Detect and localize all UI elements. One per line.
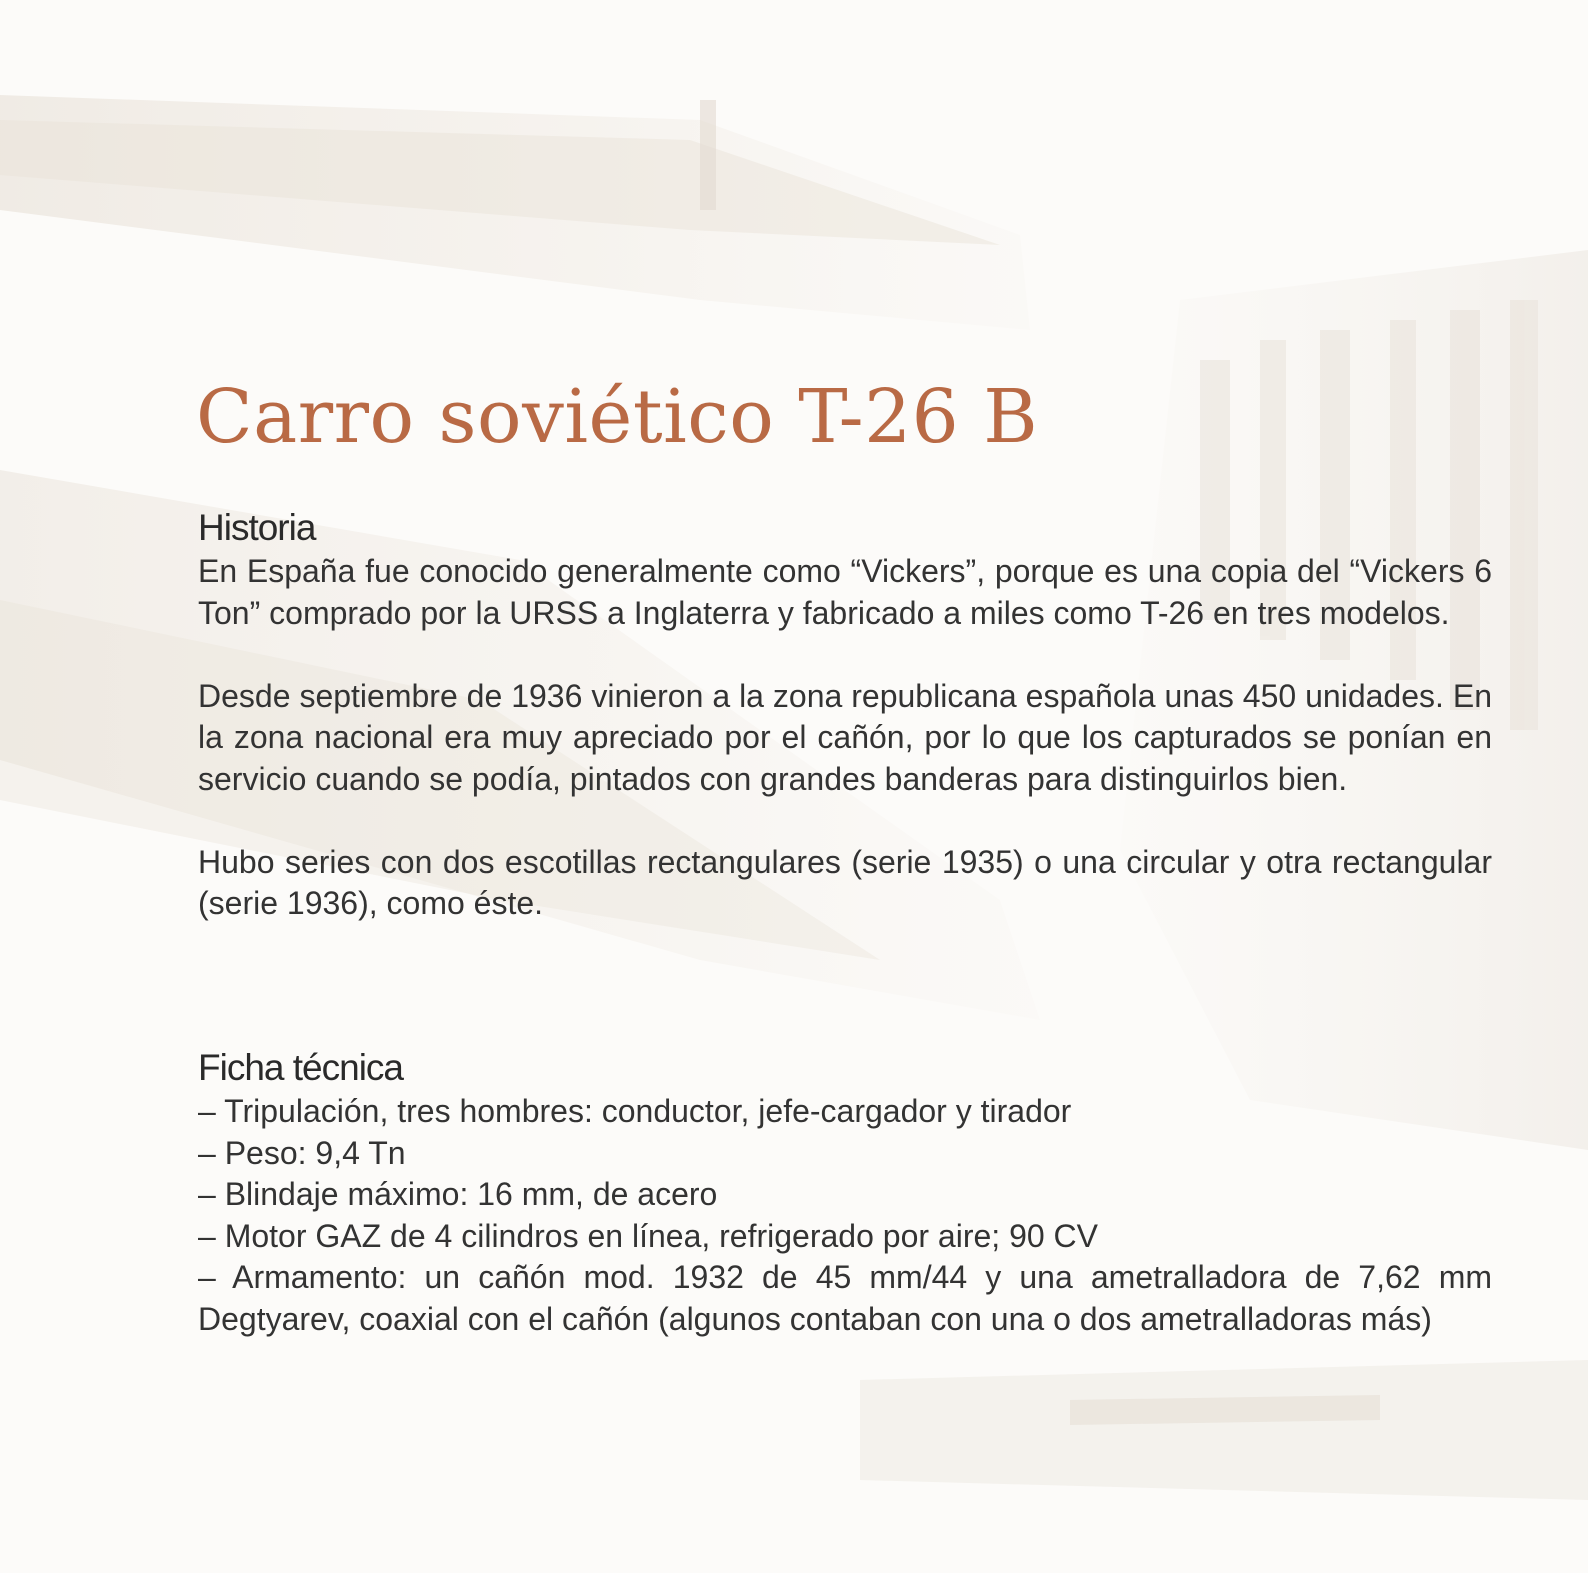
historia-section xyxy=(198,505,1498,925)
historia-paragraph-3: Hubo series con dos escotillas rectangulares (serie 1935) o una circular y otra rectangular (serie 1936), como éste. xyxy=(198,843,1492,921)
historia-paragraph-2: Desde septiembre de 1936 vinieron a la zona republicana española unas 450 unidades. En la zona nacional era muy apreciado por el cañón, por lo que los capturados se ponían en servicio cuando se podía, pintados con grandes banderas para distinguirlos bien. xyxy=(198,677,1492,797)
spec-item-armor: – Blindaje máximo: 16 mm, de acero xyxy=(198,1176,718,1212)
ficha-tecnica-section xyxy=(198,1045,1498,1340)
ficha-tecnica-heading: Ficha técnica xyxy=(198,1047,403,1088)
historia-heading: Historia xyxy=(198,507,316,548)
spec-list xyxy=(198,1091,1492,1340)
historia-paragraph-1: En España fue conocido generalmente como “Vickers”, porque es una copia del “Vickers 6 Ton” comprado por la URSS a Inglaterra y fabricado a miles como T-26 en tres modelos. xyxy=(198,553,1492,631)
spec-item-engine: – Motor GAZ de 4 cilindros en línea, refrigerado por aire; 90 CV xyxy=(198,1217,1098,1254)
spec-item-weight: – Peso: 9,4 Tn xyxy=(198,1134,406,1171)
page-title: Carro soviético T-26 B xyxy=(196,374,1039,460)
spec-item-crew: – Tripulación, tres hombres: conductor, jefe-cargador y tirador xyxy=(198,1093,1072,1129)
spec-item-armament: – Armamento: un cañón mod. 1932 de 45 mm/44 y una ametralladora de 7,62 mm Degtyarev, coaxial con el cañón (algunos contaban con una o dos ametralladoras más) xyxy=(198,1259,1492,1337)
